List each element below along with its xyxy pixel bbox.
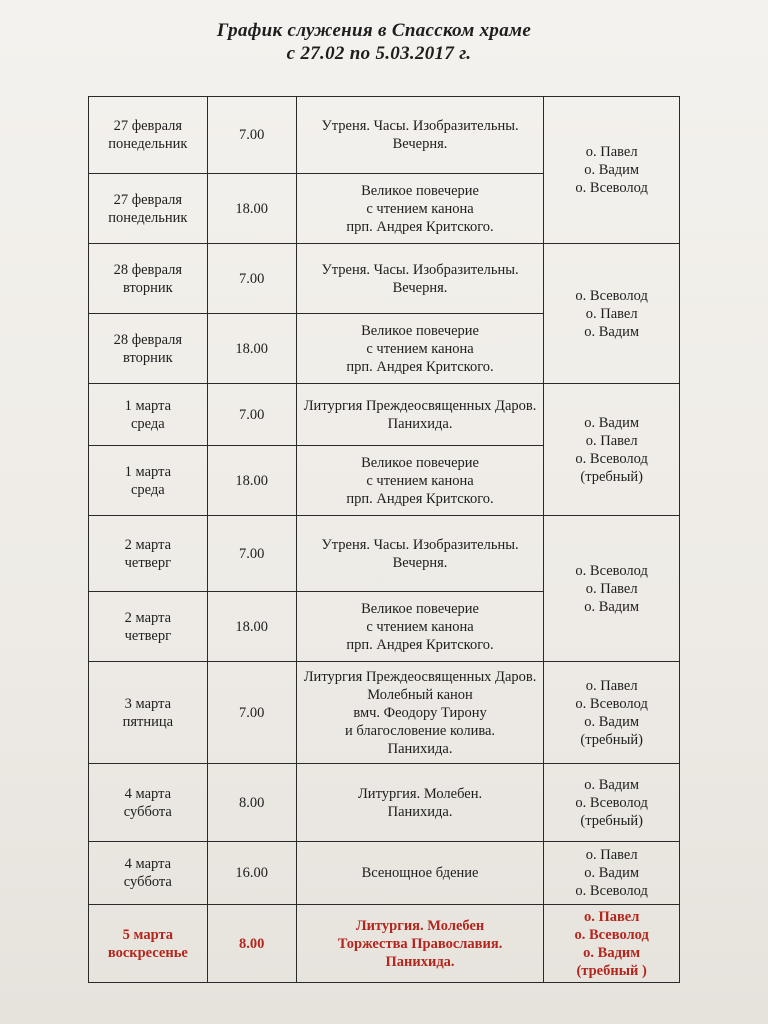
- service-line: прп. Андрея Критского.: [346, 218, 494, 235]
- clergy-line: о. Вадим: [584, 598, 640, 615]
- clergy-line: (требный): [580, 812, 643, 829]
- clergy-line: о. Всеволод: [575, 794, 648, 811]
- time-cell: 18.00: [207, 174, 296, 244]
- service-cell: [296, 446, 544, 516]
- clergy-cell: [544, 384, 680, 516]
- date-line: суббота: [123, 803, 172, 820]
- date-line: суббота: [123, 874, 172, 890]
- clergy-line: о. Всеволод: [575, 562, 648, 579]
- service-line: Литургия Преждеосвященных Даров.: [303, 397, 537, 414]
- service-cell: [296, 384, 544, 446]
- table-row: [89, 384, 680, 446]
- clergy-cell: [544, 244, 680, 384]
- date-cell: [89, 244, 208, 314]
- service-line: Утреня. Часы. Изобразительны.: [321, 261, 519, 278]
- date-line: 5 марта: [122, 926, 173, 943]
- time-cell: 18.00: [207, 592, 296, 662]
- service-line: Литургия Преждеосвященных Даров.: [303, 668, 537, 685]
- time-cell: 7.00: [207, 516, 296, 592]
- table-row: [89, 764, 680, 842]
- date-cell: [89, 174, 208, 244]
- date-line: понедельник: [108, 209, 188, 226]
- service-line: с чтением канона: [366, 340, 474, 357]
- service-line: Молебный канон: [367, 686, 473, 703]
- table-row: [89, 516, 680, 592]
- date-cell: [89, 384, 208, 446]
- service-line: Вечерня.: [392, 279, 448, 296]
- service-line: Вечерня.: [392, 136, 448, 152]
- date-cell: [89, 516, 208, 592]
- date-line: 1 марта: [124, 397, 172, 414]
- clergy-cell: [544, 662, 680, 764]
- clergy-line: (требный): [580, 468, 643, 485]
- clergy-line: о. Павел: [585, 847, 638, 863]
- service-cell: [296, 174, 544, 244]
- clergy-line: о. Павел: [585, 144, 638, 160]
- clergy-line: о. Всеволод: [575, 695, 648, 712]
- date-line: 28 февраля: [113, 331, 183, 348]
- service-line: с чтением канона: [366, 472, 474, 489]
- date-line: пятница: [122, 713, 174, 730]
- date-cell: [89, 592, 208, 662]
- table-row: [89, 244, 680, 314]
- clergy-line: о. Всеволод: [575, 883, 648, 899]
- date-line: 4 марта: [124, 856, 172, 872]
- clergy-line: о. Вадим: [584, 776, 640, 793]
- clergy-line: о. Павел: [585, 305, 638, 322]
- service-line: Великое повечерие: [361, 182, 479, 199]
- service-line: прп. Андрея Критского.: [346, 358, 494, 375]
- document-title: График служения в Спасском храме: [216, 20, 532, 41]
- table-row: [89, 662, 680, 764]
- time-cell: 7.00: [207, 384, 296, 446]
- time-cell: 18.00: [207, 314, 296, 384]
- schedule-table: [88, 96, 680, 983]
- document-subtitle: с 27.02 по 5.03.2017 г.: [286, 43, 472, 64]
- service-line: Панихида.: [387, 803, 453, 820]
- service-line: Торжества Православия.: [337, 935, 503, 952]
- date-cell: [89, 662, 208, 764]
- date-line: 28 февраля: [113, 261, 183, 278]
- service-line: Вечерня.: [392, 554, 448, 571]
- service-line: с чтением канона: [366, 200, 474, 217]
- clergy-line: о. Всеволод: [574, 926, 649, 943]
- clergy-line: о. Павел: [585, 677, 638, 694]
- service-cell: [296, 842, 544, 905]
- date-line: 4 марта: [124, 785, 172, 802]
- clergy-line: о. Вадим: [584, 323, 640, 340]
- clergy-cell: [544, 764, 680, 842]
- clergy-cell: [544, 97, 680, 244]
- date-line: среда: [130, 481, 165, 498]
- date-line: 3 марта: [124, 695, 172, 712]
- clergy-line: о. Павел: [585, 580, 638, 597]
- service-line: Панихида.: [387, 740, 453, 757]
- clergy-line: (требный): [580, 731, 643, 748]
- service-line: Всенощное бдение: [361, 865, 479, 881]
- date-line: 2 марта: [124, 609, 172, 626]
- time-cell: 18.00: [207, 446, 296, 516]
- date-cell: [89, 97, 208, 174]
- table-row: [89, 842, 680, 905]
- date-line: среда: [130, 415, 165, 432]
- service-line: Утреня. Часы. Изобразительны.: [321, 536, 519, 553]
- service-line: Великое повечерие: [361, 322, 479, 339]
- date-line: понедельник: [108, 136, 188, 152]
- service-line: прп. Андрея Критского.: [346, 490, 494, 507]
- table-row: [89, 905, 680, 983]
- table-row: [89, 97, 680, 174]
- date-line: 1 марта: [124, 463, 172, 480]
- date-line: воскресенье: [107, 944, 188, 961]
- time-cell: 7.00: [207, 244, 296, 314]
- service-line: Литургия. Молебен.: [357, 785, 483, 802]
- service-line: Панихида.: [385, 953, 455, 970]
- service-line: Великое повечерие: [361, 600, 479, 617]
- service-line: и благословение колива.: [345, 722, 496, 739]
- date-line: 2 марта: [124, 536, 172, 553]
- service-line: Великое повечерие: [361, 454, 479, 471]
- date-cell: [89, 764, 208, 842]
- clergy-line: о. Вадим: [584, 713, 640, 730]
- date-line: вторник: [122, 279, 173, 296]
- date-cell: [89, 314, 208, 384]
- date-line: четверг: [124, 554, 172, 571]
- clergy-line: о. Вадим: [584, 162, 640, 178]
- service-cell: [296, 764, 544, 842]
- time-cell: 7.00: [207, 97, 296, 174]
- clergy-cell: [544, 905, 680, 983]
- service-cell: [296, 592, 544, 662]
- time-cell: 16.00: [207, 842, 296, 905]
- service-cell: [296, 662, 544, 764]
- time-cell: 8.00: [207, 905, 296, 983]
- service-line: с чтением канона: [366, 618, 474, 635]
- clergy-cell: [544, 842, 680, 905]
- service-cell: [296, 244, 544, 314]
- clergy-line: о. Вадим: [583, 944, 641, 961]
- clergy-cell: [544, 516, 680, 662]
- schedule-body: [89, 97, 680, 983]
- clergy-line: о. Всеволод: [575, 180, 648, 196]
- clergy-line: о. Павел: [585, 432, 638, 449]
- clergy-line: о. Павел: [583, 908, 640, 925]
- date-line: 27 февраля: [113, 118, 183, 134]
- clergy-line: о. Всеволод: [575, 287, 648, 304]
- date-cell: [89, 842, 208, 905]
- time-cell: 8.00: [207, 764, 296, 842]
- service-cell: [296, 905, 544, 983]
- service-line: Утреня. Часы. Изобразительны.: [321, 118, 519, 134]
- service-line: вмч. Феодору Тирону: [353, 704, 487, 721]
- clergy-line: (требный ): [576, 962, 647, 979]
- service-line: Панихида.: [387, 415, 453, 432]
- date-line: четверг: [124, 627, 172, 644]
- service-line: Литургия. Молебен: [355, 917, 485, 934]
- service-cell: [296, 516, 544, 592]
- clergy-line: о. Вадим: [584, 865, 640, 881]
- date-cell: [89, 905, 208, 983]
- date-cell: [89, 446, 208, 516]
- date-line: 27 февраля: [113, 191, 183, 208]
- service-cell: [296, 97, 544, 174]
- date-line: вторник: [122, 349, 173, 366]
- clergy-line: о. Вадим: [584, 414, 640, 431]
- service-line: прп. Андрея Критского.: [346, 636, 494, 653]
- clergy-line: о. Всеволод: [575, 450, 648, 467]
- time-cell: 7.00: [207, 662, 296, 764]
- service-cell: [296, 314, 544, 384]
